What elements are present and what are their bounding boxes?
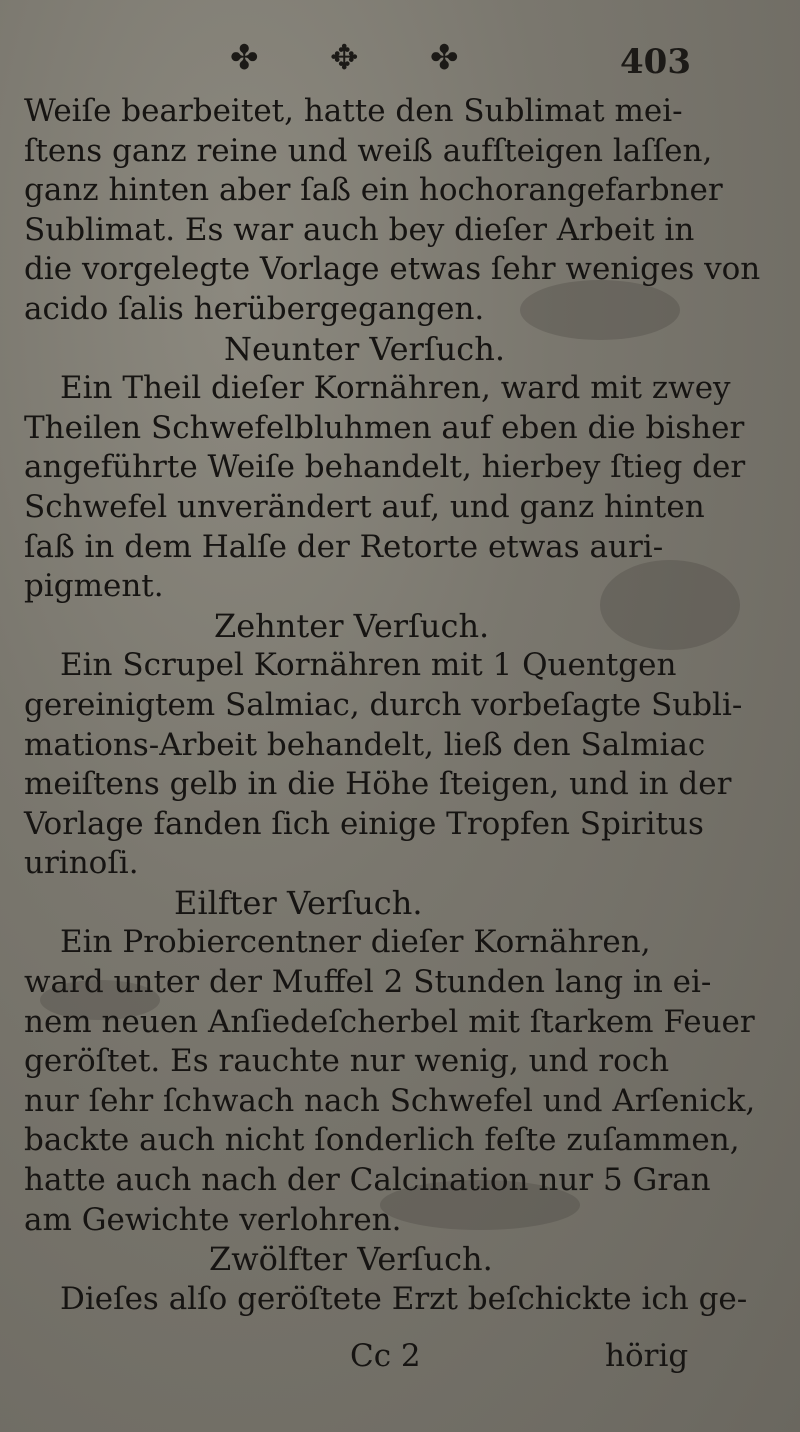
text-line: pigment.: [24, 568, 164, 605]
text-line: backte auch nicht ſonderlich feſte zuſammen,: [24, 1122, 740, 1159]
page-footer: [0, 1338, 800, 1382]
text-line: Ein Theil dieſer Kornähren, ward mit zwey: [60, 370, 731, 407]
text-line: ſtens ganz reine und weiß aufſteigen laſſen,: [24, 132, 713, 169]
page-header: [190, 38, 750, 88]
header-ornament: ✤: [430, 38, 461, 78]
signature-mark: Cc 2: [350, 1338, 421, 1374]
text-line: am Gewichte verlohren.: [24, 1201, 402, 1238]
page-number: 403: [620, 42, 691, 82]
text-line: die vorgelegte Vorlage etwas ſehr weniges von: [24, 251, 761, 288]
text-line: angeführte Weiſe behandelt, hierbey ſtieg der: [24, 449, 746, 486]
text-line: Vorlage fanden ſich einige Tropfen Spiritus: [24, 805, 704, 842]
section-heading: Zehnter Verſuch.: [214, 606, 490, 645]
text-line: gereinigtem Salmiac, durch vorbeſagte Subli-: [24, 686, 743, 723]
text-line: Schwefel unverändert auf, und ganz hinten: [24, 488, 705, 525]
text-line: hatte auch nach der Calcination nur 5 Gran: [24, 1162, 711, 1199]
body-text: [24, 92, 761, 1319]
text-line: Ein Scrupel Kornähren mit 1 Quentgen: [60, 647, 677, 684]
text-line: Ein Probiercentner dieſer Kornähren,: [60, 924, 651, 961]
text-line: meiſtens gelb in die Höhe ſteigen, und in der: [24, 766, 732, 803]
section-heading: Eilfter Verſuch.: [174, 883, 423, 922]
text-line: urinoſi.: [24, 845, 139, 882]
text-line: ſaß in dem Halſe der Retorte etwas auri-: [24, 528, 664, 565]
catchword: hörig: [605, 1338, 689, 1374]
text-line: ganz hinten aber ſaß ein hochorangefarbner: [24, 172, 723, 209]
text-line: Weiſe bearbeitet, hatte den Sublimat mei-: [24, 93, 683, 129]
text-line: ward unter der Muffel 2 Stunden lang in ei-: [24, 964, 712, 1001]
header-ornament: ✥: [330, 38, 361, 78]
text-line: Sublimat. Es war auch bey dieſer Arbeit in: [24, 211, 695, 248]
header-ornament: ✤: [230, 38, 261, 78]
text-line: nur ſehr ſchwach nach Schwefel und Arſenick,: [24, 1082, 756, 1119]
section-heading: Zwölfter Verſuch.: [209, 1240, 493, 1279]
text-line: Theilen Schwefelbluhmen auf eben die bisher: [24, 409, 745, 446]
text-line: Dieſes alſo geröſtete Erzt beſchickte ich ge-: [60, 1280, 748, 1317]
text-line: mations-Arbeit behandelt, ließ den Salmiac: [24, 726, 706, 763]
text-line: acido ſalis herübergegangen.: [24, 290, 485, 327]
section-heading: Neunter Verſuch.: [224, 329, 505, 368]
text-line: nem neuen Anſiedeſcherbel mit ſtarkem Feuer: [24, 1003, 755, 1040]
text-line: geröſtet. Es rauchte nur wenig, und roch: [24, 1043, 670, 1080]
